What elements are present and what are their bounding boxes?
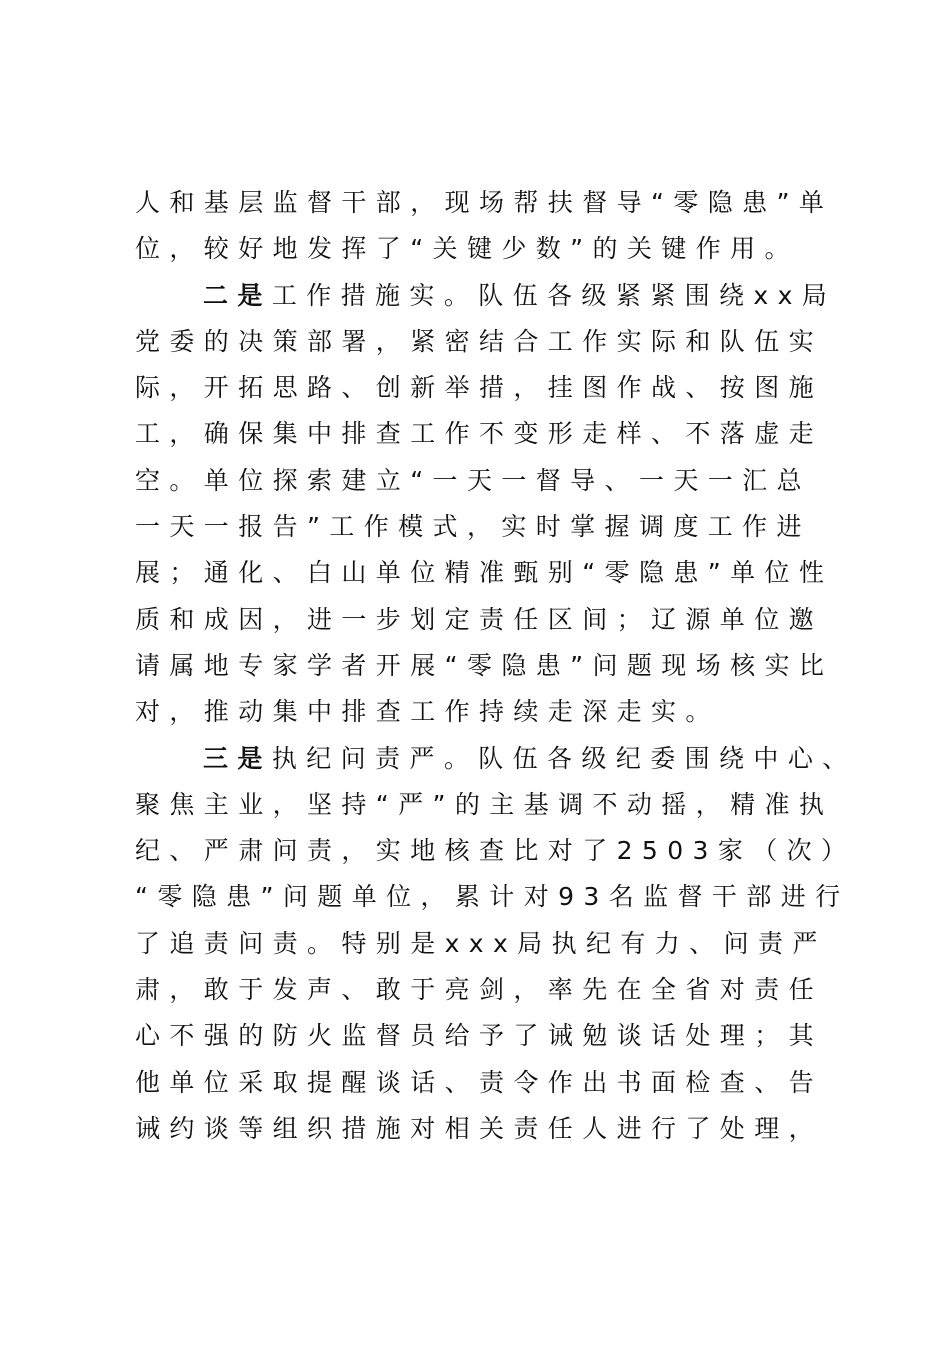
text-line [135, 226, 825, 272]
text-line [135, 828, 856, 874]
line-text: 党委的决策部署，紧密结合工作实际和队伍实 [135, 326, 824, 356]
text-line [135, 782, 834, 828]
line-text: 肃，敢于发声、敢于亮剑，率先在全省对责任 [135, 975, 824, 1005]
line-text: 工作措施实。队伍各级紧紧围绕xx局 [271, 280, 837, 310]
text-line [135, 504, 825, 550]
line-text: 聚焦主业，坚持“严”的主基调不动摇，精准执 [135, 789, 834, 819]
line-text: 了追责问责。特别是xxx局执纪有力、问责严 [135, 928, 827, 958]
line-text: 一天一报告”工作模式，实时掌握调度工作进 [135, 512, 811, 542]
text-line [135, 1013, 825, 1059]
text-line [135, 550, 834, 596]
line-text: 心不强的防火监督员给予了诫勉谈话处理；其 [135, 1021, 824, 1051]
text-line [135, 874, 850, 920]
text-line [135, 921, 825, 967]
line-text: 展；通化、白山单位精准甄别“零隐患”单位性 [135, 558, 834, 588]
text-line [135, 643, 834, 689]
line-text: 对，推动集中排查工作持续走深走实。 [135, 697, 720, 727]
line-text: 纪、严肃问责，实地核查比对了2503家（次） [135, 836, 856, 866]
text-line [135, 967, 825, 1013]
line-text: 诫约谈等组织措施对相关责任人进行了处理， [135, 1113, 824, 1143]
line-text: 空。单位探索建立“一天一督导、一天一汇总 [135, 465, 811, 495]
paragraph-lead: 三是 [203, 743, 272, 773]
paragraph-start-line [135, 736, 857, 782]
line-text: 人和基层监督干部，现场帮扶督导“零隐患”单 [135, 188, 834, 217]
line-text: 请属地专家学者开展“零隐患”问题现场核实比 [135, 650, 834, 680]
line-text: 际，开拓思路、创新举措，挂图作战、按图施 [135, 373, 824, 403]
text-line [135, 597, 825, 643]
paragraph-lead: 二是 [203, 280, 272, 310]
paragraph-start-line [135, 273, 837, 319]
text-line [135, 689, 825, 735]
text-line [135, 180, 834, 226]
text-line [135, 1106, 825, 1152]
document-body [135, 180, 857, 1152]
text-line [135, 1060, 825, 1106]
line-text: 质和成因，进一步划定责任区间；辽源单位邀 [135, 604, 824, 634]
text-line [135, 458, 825, 504]
text-line [135, 365, 825, 411]
line-text: 他单位采取提醒谈话、责令作出书面检查、告 [135, 1067, 824, 1097]
line-text: 工，确保集中排查工作不变形走样、不落虚走 [135, 419, 824, 449]
line-text: 执纪问责严。队伍各级纪委围绕中心、 [271, 743, 857, 773]
line-text: 位，较好地发挥了“关键少数”的关键作用。 [135, 234, 799, 264]
text-line [135, 319, 825, 365]
line-text: “零隐患”问题单位，累计对93名监督干部进行 [135, 882, 850, 912]
text-line [135, 411, 825, 457]
